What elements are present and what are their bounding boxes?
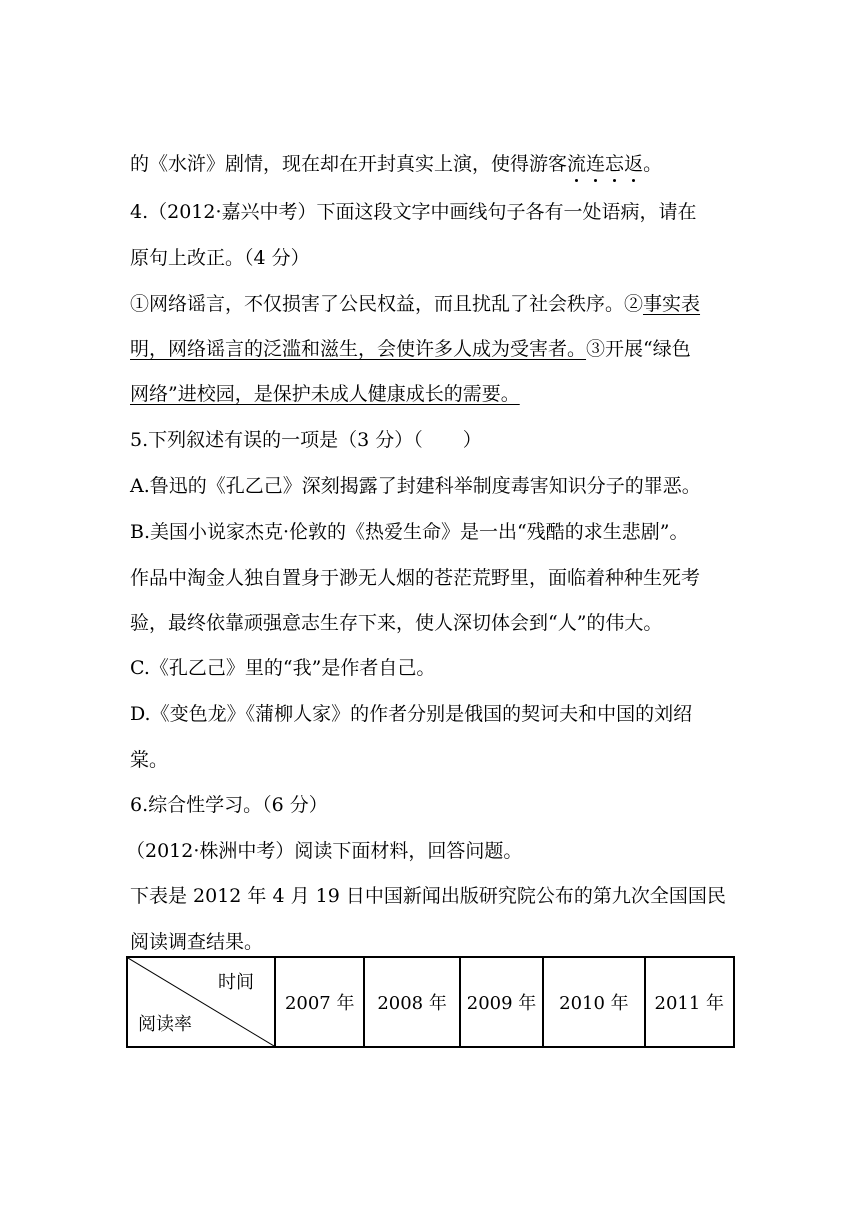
question-6-intro-line1: 下表是 2012 年 4 月 19 日中国新闻出版研究院公布的第九次全国国民 — [130, 885, 726, 907]
passage-text: 的《水浒》剧情，现在却在开封真实上演，使得游客 — [130, 153, 568, 175]
dotted-char: 返 — [624, 153, 644, 175]
plain-sentence: ①网络谣言，不仅损害了公民权益，而且扰乱了社会秩序。② — [130, 293, 644, 315]
table-header-year: 2009 年 — [460, 957, 544, 1047]
question-5-option-b-line1: B.美国小说家杰克·伦敦的《热爱生命》是一出“残酷的求生悲剧”。 — [130, 521, 689, 543]
underlined-sentence: 网络”进校园，是保护未成人健康成长的需要。 — [130, 383, 520, 405]
question-6-intro-line2: 阅读调查结果。 — [130, 931, 264, 953]
table-header-year: 2011 年 — [645, 957, 734, 1047]
question-4-stem-line2: 原句上改正。（4 分） — [130, 247, 310, 269]
underlined-sentence: 明，网络谣言的泛滥和滋生，会使许多人成为受害者。 — [130, 338, 587, 360]
dotted-char: 流 — [567, 153, 587, 175]
question-5-option-a: A.鲁迅的《孔乙己》深刻揭露了封建科举制度毒害知识分子的罪恶。 — [130, 475, 701, 497]
question-6-stem: 6.综合性学习。（6 分） — [130, 794, 328, 816]
plain-sentence: ③开展“绿色 — [586, 338, 691, 360]
table-header-year: 2008 年 — [364, 957, 459, 1047]
reading-rate-table — [126, 956, 735, 1048]
table-row — [127, 957, 734, 1047]
question-4-text-line1 — [130, 292, 700, 316]
question-5-option-b-line3: 验，最终依靠顽强意志生存下来，使人深切体会到“人”的伟大。 — [130, 612, 663, 634]
question-4-stem-line1: 4.（2012·嘉兴中考）下面这段文字中画线句子各有一处语病，请在 — [130, 201, 697, 223]
emphasis-dotted-word — [567, 152, 643, 176]
passage-line-intro — [130, 152, 662, 176]
question-5-stem-text: 5.下列叙述有误的一项是（3 分）（ — [130, 429, 423, 451]
corner-header-time: 时间 — [218, 972, 254, 993]
underlined-sentence: 事实表 — [643, 293, 701, 315]
question-5-option-d-line2: 棠。 — [130, 749, 169, 771]
question-5-option-b-line2: 作品中淘金人独自置身于渺无人烟的苍茫荒野里，面临着种种生死考 — [130, 567, 701, 589]
corner-header-reading-rate: 阅读率 — [138, 1014, 192, 1035]
table-corner-cell — [127, 957, 275, 1047]
question-5-option-d-line1: D.《变色龙》《蒲柳人家》的作者分别是俄国的契诃夫和中国的刘绍 — [130, 703, 693, 725]
question-5-stem-close: ） — [462, 429, 482, 451]
passage-text: 。 — [643, 153, 663, 175]
dotted-char: 忘 — [605, 153, 625, 175]
question-5-option-c: C.《孔乙己》里的“我”是作者自己。 — [130, 657, 436, 679]
question-6-source: （2012·株洲中考）阅读下面材料，回答问题。 — [126, 840, 523, 862]
question-4-text-line2 — [130, 337, 691, 361]
question-5-stem — [130, 428, 482, 452]
dotted-char: 连 — [586, 153, 606, 175]
question-4-text-line3 — [130, 382, 520, 406]
table-header-year: 2007 年 — [275, 957, 364, 1047]
table-header-year: 2010 年 — [543, 957, 644, 1047]
